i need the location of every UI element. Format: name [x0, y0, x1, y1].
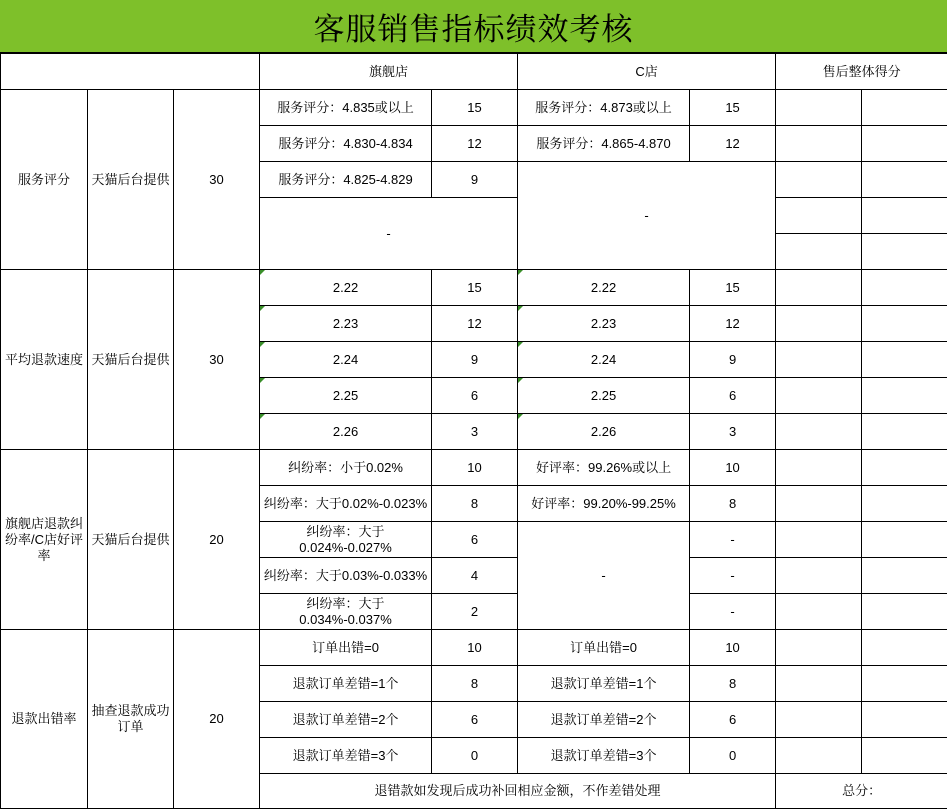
- c-score[interactable]: 12: [690, 126, 776, 162]
- section-weight-service[interactable]: 30: [174, 90, 260, 270]
- aftersales-cell[interactable]: [862, 414, 947, 450]
- flagship-criterion[interactable]: 退款订单差错=2个: [260, 702, 432, 738]
- flagship-score[interactable]: 8: [432, 486, 518, 522]
- flagship-criterion[interactable]: 服务评分：4.830-4.834: [260, 126, 432, 162]
- sheet-title: 客服销售指标绩效考核: [0, 0, 947, 53]
- flagship-score[interactable]: 15: [432, 270, 518, 306]
- table-row: [1, 630, 947, 666]
- aftersales-cell[interactable]: [862, 558, 947, 594]
- flagship-score[interactable]: 6: [432, 702, 518, 738]
- flagship-criterion[interactable]: 2.25: [260, 378, 432, 414]
- aftersales-cell[interactable]: [776, 234, 862, 270]
- flagship-score[interactable]: 12: [432, 306, 518, 342]
- aftersales-cell[interactable]: [776, 306, 862, 342]
- c-score[interactable]: 15: [690, 270, 776, 306]
- c-store-empty-merged[interactable]: -: [518, 522, 690, 630]
- flagship-criterion[interactable]: 2.23: [260, 306, 432, 342]
- aftersales-cell[interactable]: [776, 630, 862, 666]
- aftersales-cell[interactable]: [776, 378, 862, 414]
- aftersales-cell[interactable]: [776, 558, 862, 594]
- c-criterion[interactable]: 2.26: [518, 414, 690, 450]
- c-criterion[interactable]: 订单出错=0: [518, 630, 690, 666]
- section-weight-refund-error[interactable]: 20: [174, 630, 260, 809]
- c-criterion[interactable]: 2.22: [518, 270, 690, 306]
- aftersales-cell[interactable]: [776, 342, 862, 378]
- c-score[interactable]: 6: [690, 378, 776, 414]
- aftersales-cell[interactable]: [862, 486, 947, 522]
- total-score-label[interactable]: 总分：: [776, 774, 947, 809]
- flagship-score[interactable]: 10: [432, 630, 518, 666]
- c-score[interactable]: 0: [690, 738, 776, 774]
- aftersales-cell[interactable]: [776, 666, 862, 702]
- header-aftersales-score[interactable]: 售后整体得分: [776, 54, 947, 90]
- header-row: [1, 54, 947, 90]
- c-score[interactable]: 12: [690, 306, 776, 342]
- c-score[interactable]: 8: [690, 486, 776, 522]
- section-name-refund-speed[interactable]: 平均退款速度: [1, 270, 88, 450]
- section-source-dispute[interactable]: 天猫后台提供: [88, 450, 174, 630]
- flagship-criterion[interactable]: 退款订单差错=3个: [260, 738, 432, 774]
- aftersales-cell[interactable]: [862, 90, 947, 126]
- flagship-criterion[interactable]: 纠纷率：大于0.034%-0.037%: [260, 594, 432, 630]
- c-store-empty-merged[interactable]: -: [518, 162, 776, 270]
- aftersales-cell[interactable]: [776, 522, 862, 558]
- c-criterion[interactable]: 2.24: [518, 342, 690, 378]
- flagship-score[interactable]: 8: [432, 666, 518, 702]
- c-score[interactable]: 6: [690, 702, 776, 738]
- footer-note[interactable]: 退错款如发现后成功补回相应金额，不作差错处理: [260, 774, 776, 809]
- c-score[interactable]: 10: [690, 450, 776, 486]
- aftersales-cell[interactable]: [776, 738, 862, 774]
- aftersales-cell[interactable]: [776, 126, 862, 162]
- aftersales-cell[interactable]: [776, 702, 862, 738]
- flagship-score[interactable]: 15: [432, 90, 518, 126]
- section-source-refund-error[interactable]: 抽查退款成功订单: [88, 630, 174, 809]
- section-source-refund-speed[interactable]: 天猫后台提供: [88, 270, 174, 450]
- c-criterion[interactable]: 好评率：99.20%-99.25%: [518, 486, 690, 522]
- header-blank-cell[interactable]: [1, 54, 260, 90]
- header-c-store[interactable]: C店: [518, 54, 776, 90]
- header-flagship[interactable]: 旗舰店: [260, 54, 518, 90]
- section-source-service[interactable]: 天猫后台提供: [88, 90, 174, 270]
- section-weight-refund-speed[interactable]: 30: [174, 270, 260, 450]
- aftersales-cell[interactable]: [862, 594, 947, 630]
- flagship-score[interactable]: 9: [432, 162, 518, 198]
- c-criterion[interactable]: 服务评分：4.873或以上: [518, 90, 690, 126]
- flagship-score[interactable]: 10: [432, 450, 518, 486]
- aftersales-cell[interactable]: [862, 738, 947, 774]
- flagship-score[interactable]: 3: [432, 414, 518, 450]
- aftersales-cell[interactable]: [776, 594, 862, 630]
- c-criterion[interactable]: 2.23: [518, 306, 690, 342]
- c-score[interactable]: -: [690, 522, 776, 558]
- c-criterion[interactable]: 退款订单差错=1个: [518, 666, 690, 702]
- flagship-score[interactable]: 0: [432, 738, 518, 774]
- c-score[interactable]: 10: [690, 630, 776, 666]
- aftersales-cell[interactable]: [776, 90, 862, 126]
- aftersales-cell[interactable]: [862, 342, 947, 378]
- aftersales-cell[interactable]: [862, 198, 947, 234]
- flagship-score[interactable]: 6: [432, 522, 518, 558]
- flagship-empty-merged[interactable]: -: [260, 198, 518, 270]
- c-score[interactable]: -: [690, 594, 776, 630]
- flagship-criterion[interactable]: 纠纷率：大于0.02%-0.023%: [260, 486, 432, 522]
- aftersales-cell[interactable]: [862, 270, 947, 306]
- aftersales-cell[interactable]: [776, 486, 862, 522]
- flagship-criterion[interactable]: 纠纷率：大于0.024%-0.027%: [260, 522, 432, 558]
- c-score[interactable]: 3: [690, 414, 776, 450]
- aftersales-cell[interactable]: [776, 198, 862, 234]
- table-row: [1, 450, 947, 486]
- flagship-score[interactable]: 9: [432, 342, 518, 378]
- kpi-table: [0, 53, 947, 809]
- table-row: [1, 90, 947, 126]
- flagship-criterion[interactable]: 纠纷率：大于0.03%-0.033%: [260, 558, 432, 594]
- section-name-service[interactable]: 服务评分: [1, 90, 88, 270]
- c-criterion[interactable]: 好评率：99.26%或以上: [518, 450, 690, 486]
- aftersales-cell[interactable]: [862, 162, 947, 198]
- c-criterion[interactable]: 退款订单差错=3个: [518, 738, 690, 774]
- aftersales-cell[interactable]: [862, 666, 947, 702]
- c-criterion[interactable]: 退款订单差错=2个: [518, 702, 690, 738]
- flagship-criterion[interactable]: 服务评分：4.825-4.829: [260, 162, 432, 198]
- flagship-criterion[interactable]: 订单出错=0: [260, 630, 432, 666]
- c-score[interactable]: 8: [690, 666, 776, 702]
- c-criterion[interactable]: 2.25: [518, 378, 690, 414]
- aftersales-cell[interactable]: [862, 234, 947, 270]
- flagship-score[interactable]: 6: [432, 378, 518, 414]
- flagship-criterion[interactable]: 2.24: [260, 342, 432, 378]
- aftersales-cell[interactable]: [776, 162, 862, 198]
- c-score[interactable]: -: [690, 558, 776, 594]
- aftersales-cell[interactable]: [776, 414, 862, 450]
- aftersales-cell[interactable]: [862, 702, 947, 738]
- c-score[interactable]: 15: [690, 90, 776, 126]
- c-score[interactable]: 9: [690, 342, 776, 378]
- aftersales-cell[interactable]: [862, 450, 947, 486]
- aftersales-cell[interactable]: [862, 126, 947, 162]
- c-criterion[interactable]: 服务评分：4.865-4.870: [518, 126, 690, 162]
- flagship-criterion[interactable]: 纠纷率：小于0.02%: [260, 450, 432, 486]
- aftersales-cell[interactable]: [862, 630, 947, 666]
- aftersales-cell[interactable]: [776, 450, 862, 486]
- flagship-score[interactable]: 4: [432, 558, 518, 594]
- flagship-score[interactable]: 12: [432, 126, 518, 162]
- flagship-criterion[interactable]: 退款订单差错=1个: [260, 666, 432, 702]
- aftersales-cell[interactable]: [862, 378, 947, 414]
- flagship-score[interactable]: 2: [432, 594, 518, 630]
- flagship-criterion[interactable]: 2.22: [260, 270, 432, 306]
- section-name-dispute[interactable]: 旗舰店退款纠纷率/C店好评率: [1, 450, 88, 630]
- flagship-criterion[interactable]: 服务评分：4.835或以上: [260, 90, 432, 126]
- table-row: [1, 270, 947, 306]
- section-weight-dispute[interactable]: 20: [174, 450, 260, 630]
- flagship-criterion[interactable]: 2.26: [260, 414, 432, 450]
- aftersales-cell[interactable]: [862, 522, 947, 558]
- aftersales-cell[interactable]: [862, 306, 947, 342]
- section-name-refund-error[interactable]: 退款出错率: [1, 630, 88, 809]
- aftersales-cell[interactable]: [776, 270, 862, 306]
